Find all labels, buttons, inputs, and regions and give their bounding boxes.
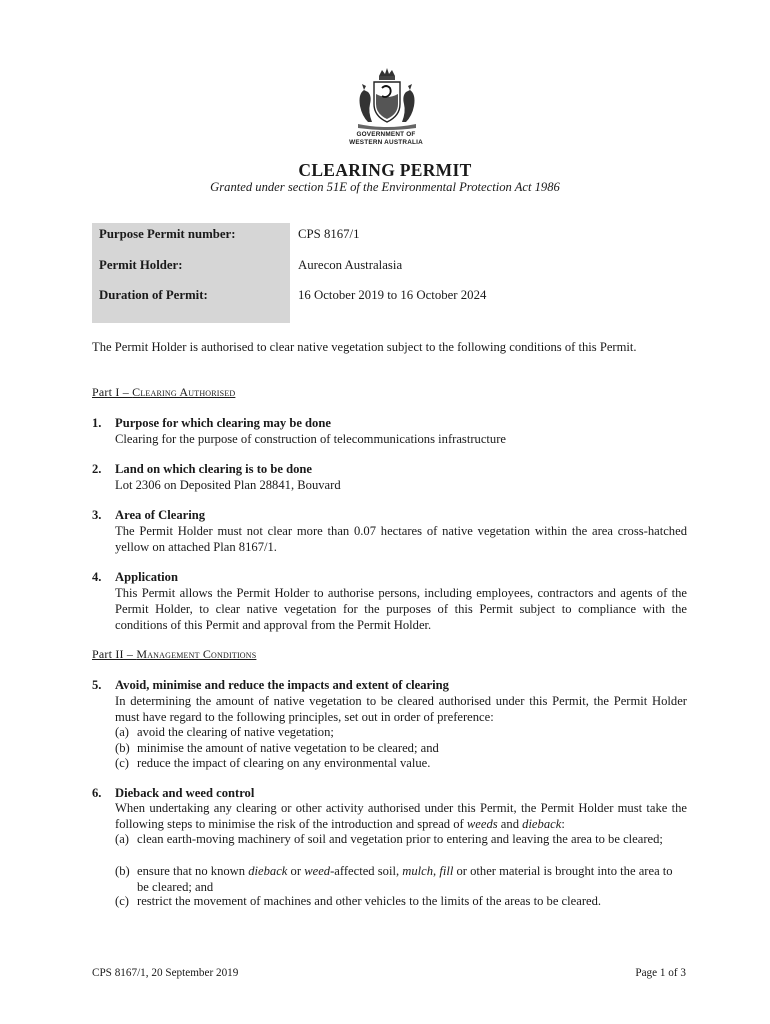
item-text: ensure that no known	[137, 864, 249, 878]
item-marker: (b)	[115, 741, 130, 755]
part-1-heading	[92, 385, 235, 400]
item-text: or	[287, 864, 305, 878]
condition-4-body: This Permit allows the Permit Holder to authorise persons, including employees, contractors and agents of the Permit Holder, to clear native vegetation for the purposes of this Permit subject to compliance with the conditions of this Permit and approval from the Permit Holder.	[115, 586, 687, 632]
part-2-heading	[92, 647, 256, 662]
duration-value: 16 October 2019 to 16 October 2024	[298, 288, 487, 302]
duration-label: Duration of Permit:	[99, 288, 208, 302]
permit-number-value: CPS 8167/1	[298, 227, 360, 241]
item-italic: dieback	[248, 864, 288, 878]
item-text: reduce the impact of clearing on any environmental value.	[137, 756, 431, 770]
government-line-1: GOVERNMENT OF	[356, 131, 416, 138]
footer-reference: CPS 8167/1, 20 September 2019	[92, 967, 239, 979]
item-italic: weed	[304, 864, 331, 878]
page-number: Page 1 of 3	[635, 967, 686, 979]
item-text: minimise the amount of native vegetation to be cleared; and	[137, 741, 439, 755]
item-italic: fill	[439, 864, 454, 878]
weeds-term: weeds	[466, 817, 498, 831]
item-marker: (c)	[115, 756, 129, 770]
condition-3-title: Area of Clearing	[115, 508, 206, 522]
government-line-2: WESTERN AUSTRALIA	[349, 139, 423, 146]
condition-5-number: 5.	[92, 678, 102, 692]
permit-holder-value: Aurecon Australasia	[298, 258, 403, 272]
item-text: ,	[433, 864, 440, 878]
part-1-prefix: Part I –	[92, 385, 133, 399]
condition-4-title: Application	[115, 570, 178, 584]
condition-5-item-c	[115, 755, 687, 771]
item-text: or other material is brought into the area to be cleared; and	[137, 864, 673, 894]
part-2-prefix: Part II –	[92, 647, 137, 661]
intro-paragraph: The Permit Holder is authorised to clear native vegetation subject to the following conditions of this Permit.	[92, 340, 637, 354]
condition-3-number: 3.	[92, 508, 102, 522]
condition-6-and: and	[497, 817, 523, 831]
condition-2-body: Lot 2306 on Deposited Plan 28841, Bouvard	[115, 478, 341, 492]
condition-2-title: Land on which clearing is to be done	[115, 462, 312, 476]
condition-6-item-c: restrict the movement of machines and other vehicles to the limits of the areas to be cleared.	[137, 894, 602, 908]
part-2-name: Management Conditions	[136, 647, 257, 661]
condition-1-body: Clearing for the purpose of construction of telecommunications infrastructure	[115, 432, 506, 446]
condition-6-item-b	[137, 863, 687, 895]
item-marker: (b)	[115, 864, 130, 878]
wa-government-crest-logo	[346, 66, 428, 132]
item-text: avoid the clearing of native vegetation;	[137, 725, 334, 739]
item-text: -affected soil,	[330, 864, 403, 878]
dieback-term: dieback	[522, 817, 562, 831]
condition-2-number: 2.	[92, 462, 102, 476]
document-title: CLEARING PERMIT	[298, 160, 472, 180]
condition-6-number: 6.	[92, 786, 102, 800]
condition-1-title: Purpose for which clearing may be done	[115, 416, 331, 430]
item-marker: (c)	[115, 894, 129, 908]
condition-6-text: When undertaking any clearing or other activity authorised under this Permit, the Permit Holder must take the following steps to minimise the risk of the introduction and spread of	[115, 801, 687, 831]
condition-6-body	[115, 800, 687, 832]
document-subtitle: Granted under section 51E of the Environmental Protection Act 1986	[210, 180, 560, 194]
item-italic: mulch	[402, 864, 434, 878]
condition-4-number: 4.	[92, 570, 102, 584]
condition-5-item-b	[115, 740, 687, 756]
item-marker: (a)	[115, 725, 129, 739]
item-marker: (a)	[115, 832, 129, 846]
condition-3-body: The Permit Holder must not clear more than 0.07 hectares of native vegetation within the area cross-hatched yellow on attached Plan 8167/1.	[115, 524, 687, 554]
permit-holder-label: Permit Holder:	[99, 258, 183, 272]
condition-6-item-a: clean earth-moving machinery of soil and vegetation prior to entering and leaving the area to be cleared;	[137, 832, 663, 846]
condition-6-title: Dieback and weed control	[115, 786, 255, 800]
condition-5-title: Avoid, minimise and reduce the impacts and extent of clearing	[115, 678, 449, 692]
condition-5-item-a	[115, 724, 687, 740]
government-label	[340, 131, 432, 147]
condition-1-number: 1.	[92, 416, 102, 430]
condition-6-colon: :	[561, 817, 565, 831]
permit-number-label: Purpose Permit number:	[99, 227, 236, 241]
condition-5-body: In determining the amount of native vegetation to be cleared authorised under this Permit, the Permit Holder must have regard to the following principles, set out in order of preference:	[115, 694, 687, 724]
part-1-name: Clearing Authorised	[132, 385, 236, 399]
